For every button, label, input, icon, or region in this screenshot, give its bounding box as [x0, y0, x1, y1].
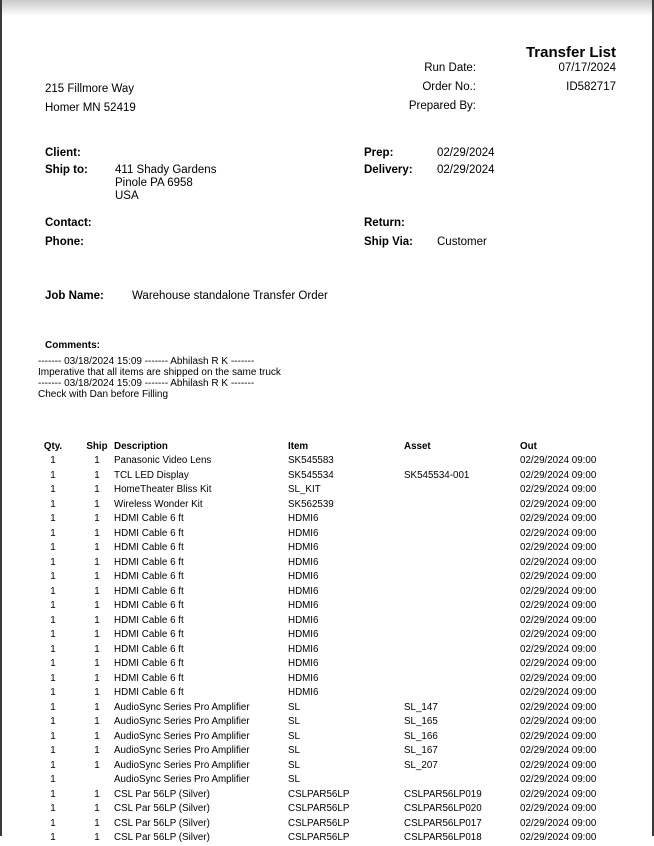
table-row [2, 788, 652, 803]
cell-item: CSLPAR56LP [288, 817, 350, 829]
cell-out: 02/29/2024 09:00 [520, 730, 597, 742]
company-address [45, 80, 136, 118]
cell-asset: SL_147 [404, 701, 438, 713]
cell-item: SK545583 [288, 455, 334, 466]
cell-description: AudioSync Series Pro Amplifier [114, 774, 250, 785]
cell-asset: SL_166 [404, 730, 438, 742]
comments-label: Comments: [45, 340, 101, 351]
cell-qty: 1 [50, 658, 56, 669]
cell-description: HDMI Cable 6 ft [114, 629, 184, 640]
cell-out: 02/29/2024 09:00 [520, 556, 597, 568]
cell-asset: SL_167 [404, 745, 438, 756]
cell-qty: 1 [50, 774, 56, 785]
cell-ship: 1 [94, 542, 100, 553]
table-row [2, 686, 652, 701]
cell-out: 02/29/2024 09:00 [520, 614, 597, 626]
comments-block [38, 356, 281, 400]
table-row [2, 701, 652, 716]
cell-description: HDMI Cable 6 ft [114, 542, 184, 553]
cell-out: 02/29/2024 09:00 [520, 759, 597, 771]
cell-description: HDMI Cable 6 ft [114, 556, 184, 568]
cell-item: HDMI6 [288, 658, 319, 669]
job-name-value: Warehouse standalone Transfer Order [132, 290, 328, 302]
cell-item: SL [288, 759, 300, 771]
table-row [2, 759, 652, 774]
table-row [2, 802, 652, 817]
cell-asset: SK545534-001 [404, 469, 470, 481]
cell-out: 02/29/2024 09:00 [520, 513, 597, 524]
cell-ship: 1 [94, 701, 100, 713]
cell-qty: 1 [50, 614, 56, 626]
cell-out: 02/29/2024 09:00 [520, 469, 597, 481]
cell-out: 02/29/2024 09:00 [520, 672, 597, 684]
cell-out: 02/29/2024 09:00 [520, 629, 597, 640]
cell-asset: CSLPAR56LP018 [404, 832, 482, 843]
cell-description: HDMI Cable 6 ft [114, 513, 184, 524]
cell-description: CSL Par 56LP (Silver) [114, 817, 210, 829]
table-row [2, 454, 652, 469]
cell-qty: 1 [50, 513, 56, 524]
cell-qty: 1 [50, 643, 56, 655]
ship-via-value: Customer [437, 236, 487, 248]
cell-out: 02/29/2024 09:00 [520, 542, 597, 553]
return-label: Return: [364, 217, 405, 229]
cell-out: 02/29/2024 09:00 [520, 687, 597, 698]
cell-qty: 1 [50, 527, 56, 539]
cell-ship: 1 [94, 759, 100, 771]
prepared-by-label: Prepared By: [408, 100, 476, 112]
cell-out: 02/29/2024 09:00 [520, 832, 597, 843]
delivery-label: Delivery: [364, 164, 413, 176]
table-row [2, 556, 652, 571]
col-header-qty: Qty. [43, 441, 63, 452]
cell-out: 02/29/2024 09:00 [520, 788, 597, 800]
cell-out: 02/29/2024 09:00 [520, 701, 597, 713]
cell-ship: 1 [94, 643, 100, 655]
cell-qty: 1 [50, 455, 56, 466]
cell-ship: 1 [94, 817, 100, 829]
cell-qty: 1 [50, 484, 56, 495]
delivery-value: 02/29/2024 [437, 164, 495, 176]
cell-ship: 1 [94, 527, 100, 539]
order-no-value: ID582717 [566, 81, 616, 93]
cell-out: 02/29/2024 09:00 [520, 817, 597, 829]
cell-item: HDMI6 [288, 585, 319, 597]
cell-description: Panasonic Video Lens [114, 455, 212, 466]
cell-description: HDMI Cable 6 ft [114, 672, 184, 684]
cell-description: HDMI Cable 6 ft [114, 687, 184, 698]
cell-ship: 1 [94, 585, 100, 597]
cell-qty: 1 [50, 585, 56, 597]
col-header-out: Out [520, 441, 537, 452]
table-row [2, 730, 652, 745]
company-address-line1: 215 Fillmore Way [45, 83, 135, 95]
cell-qty: 1 [50, 745, 56, 756]
cell-out: 02/29/2024 09:00 [520, 498, 597, 510]
cell-item: SL [288, 745, 300, 756]
cell-item: HDMI6 [288, 687, 319, 698]
cell-asset: CSLPAR56LP017 [404, 817, 482, 829]
cell-out: 02/29/2024 09:00 [520, 585, 597, 597]
cell-out: 02/29/2024 09:00 [520, 774, 597, 785]
cell-item: HDMI6 [288, 629, 319, 640]
cell-description: AudioSync Series Pro Amplifier [114, 730, 250, 742]
cell-item: CSLPAR56LP [288, 832, 350, 843]
col-header-item: Item [288, 441, 309, 452]
cell-description: HomeTheater Bliss Kit [114, 484, 212, 495]
cell-ship: 1 [94, 455, 100, 466]
cell-out: 02/29/2024 09:00 [520, 571, 597, 582]
cell-description: HDMI Cable 6 ft [114, 585, 184, 597]
cell-ship: 1 [94, 658, 100, 669]
table-row [2, 483, 652, 498]
cell-ship: 1 [94, 571, 100, 582]
table-row [2, 541, 652, 556]
table-row [2, 657, 652, 672]
cell-qty: 1 [50, 687, 56, 698]
client-label: Client: [45, 147, 81, 159]
table-row [2, 831, 652, 846]
cell-qty: 1 [50, 730, 56, 742]
run-date-value: 07/17/2024 [558, 62, 616, 74]
cell-qty: 1 [50, 571, 56, 582]
prepared-by-row [356, 100, 616, 119]
col-header-description: Description [114, 441, 168, 452]
cell-qty: 1 [50, 469, 56, 481]
table-row [2, 614, 652, 629]
cell-qty: 1 [50, 832, 56, 843]
cell-asset: SL_207 [404, 759, 438, 771]
comment-line: ------- 03/18/2024 15:09 ------- Abhilash R K ------- [38, 356, 255, 367]
cell-item: HDMI6 [288, 643, 319, 655]
company-address-line2: Homer MN 52419 [45, 102, 136, 114]
table-row [2, 628, 652, 643]
prep-value: 02/29/2024 [437, 147, 495, 159]
table-header [2, 440, 652, 455]
cell-asset: CSLPAR56LP019 [404, 788, 482, 800]
cell-description: CSL Par 56LP (Silver) [114, 803, 210, 814]
ship-to-label: Ship to: [45, 164, 88, 176]
cell-qty: 1 [50, 803, 56, 814]
table-row [2, 585, 652, 600]
cell-qty: 1 [50, 600, 56, 611]
ship-to-line3: USA [115, 190, 139, 202]
cell-qty: 1 [50, 759, 56, 771]
cell-description: HDMI Cable 6 ft [114, 643, 184, 655]
cell-description: AudioSync Series Pro Amplifier [114, 745, 250, 756]
cell-ship: 1 [94, 745, 100, 756]
comment-line: ------- 03/18/2024 15:09 ------- Abhilash R K ------- [38, 378, 255, 389]
cell-description: CSL Par 56LP (Silver) [114, 788, 210, 800]
cell-ship: 1 [94, 788, 100, 800]
cell-item: HDMI6 [288, 571, 319, 582]
cell-item: SL [288, 730, 300, 742]
table-row [2, 498, 652, 513]
table-row [2, 715, 652, 730]
cell-description: HDMI Cable 6 ft [114, 600, 184, 611]
cell-item: HDMI6 [288, 600, 319, 611]
cell-ship: 1 [94, 513, 100, 524]
cell-qty: 1 [50, 556, 56, 568]
cell-item: CSLPAR56LP [288, 788, 350, 800]
cell-item: SL_KIT [288, 484, 321, 495]
cell-asset: CSLPAR56LP020 [404, 803, 482, 814]
order-no-label: Order No.: [422, 81, 476, 93]
ship-to-line1: 411 Shady Gardens [115, 164, 217, 176]
table-row [2, 527, 652, 542]
cell-ship: 1 [94, 730, 100, 742]
table-row [2, 512, 652, 527]
cell-qty: 1 [50, 701, 56, 713]
phone-label: Phone: [45, 236, 84, 248]
cell-description: AudioSync Series Pro Amplifier [114, 716, 250, 727]
cell-ship: 1 [94, 803, 100, 814]
order-no-row [356, 81, 616, 100]
cell-item: SL [288, 716, 300, 727]
cell-item: SL [288, 774, 300, 785]
cell-item: SL [288, 701, 300, 713]
cell-description: HDMI Cable 6 ft [114, 527, 184, 539]
cell-item: SK545534 [288, 469, 334, 481]
cell-out: 02/29/2024 09:00 [520, 643, 597, 655]
cell-item: SK562539 [288, 498, 334, 510]
col-header-asset: Asset [404, 441, 431, 452]
cell-description: CSL Par 56LP (Silver) [114, 832, 210, 843]
ship-to-line2: Pinole PA 6958 [115, 177, 193, 189]
table-row [2, 672, 652, 687]
cell-qty: 1 [50, 629, 56, 640]
comment-line: Check with Dan before Filling [38, 389, 169, 400]
page-title: Transfer List [525, 44, 616, 61]
cell-item: HDMI6 [288, 513, 319, 524]
cell-ship: 1 [94, 672, 100, 684]
cell-out: 02/29/2024 09:00 [520, 455, 597, 466]
cell-item: CSLPAR56LP [288, 803, 350, 814]
cell-out: 02/29/2024 09:00 [520, 745, 597, 756]
cell-qty: 1 [50, 672, 56, 684]
table-row [2, 643, 652, 658]
cell-description: TCL LED Display [114, 469, 189, 481]
ship-to-address [115, 164, 216, 203]
cell-item: HDMI6 [288, 614, 319, 626]
table-row [2, 599, 652, 614]
comment-line: Imperative that all items are shipped on the same truck [38, 367, 281, 378]
cell-qty: 1 [50, 716, 56, 727]
job-name-label: Job Name: [45, 290, 104, 302]
table-row [2, 744, 652, 759]
cell-ship: 1 [94, 614, 100, 626]
cell-description: HDMI Cable 6 ft [114, 614, 184, 626]
cell-ship: 1 [94, 716, 100, 727]
contact-label: Contact: [45, 217, 92, 229]
cell-out: 02/29/2024 09:00 [520, 803, 597, 814]
table-row [2, 817, 652, 832]
cell-ship: 1 [94, 498, 100, 510]
cell-description: HDMI Cable 6 ft [114, 658, 184, 669]
cell-out: 02/29/2024 09:00 [520, 716, 597, 727]
cell-out: 02/29/2024 09:00 [520, 484, 597, 495]
cell-ship: 1 [94, 832, 100, 843]
cell-out: 02/29/2024 09:00 [520, 600, 597, 611]
cell-item: HDMI6 [288, 672, 319, 684]
items-table [2, 454, 652, 846]
run-date-row [356, 62, 616, 81]
run-date-label: Run Date: [424, 62, 476, 74]
cell-qty: 1 [50, 817, 56, 829]
table-row [2, 773, 652, 788]
cell-item: HDMI6 [288, 527, 319, 539]
table-row [2, 570, 652, 585]
cell-qty: 1 [50, 788, 56, 800]
table-row [2, 469, 652, 484]
cell-description: Wireless Wonder Kit [114, 498, 203, 510]
cell-ship: 1 [94, 556, 100, 568]
cell-ship: 1 [94, 469, 100, 481]
cell-description: AudioSync Series Pro Amplifier [114, 759, 250, 771]
cell-description: AudioSync Series Pro Amplifier [114, 701, 250, 713]
cell-item: HDMI6 [288, 556, 319, 568]
cell-description: HDMI Cable 6 ft [114, 571, 184, 582]
header-fields [356, 62, 616, 119]
prep-label: Prep: [364, 147, 394, 159]
cell-asset: SL_165 [404, 716, 438, 727]
col-header-ship: Ship [86, 441, 108, 452]
cell-ship: 1 [94, 629, 100, 640]
page-top-shadow [2, 0, 652, 16]
cell-qty: 1 [50, 542, 56, 553]
cell-ship: 1 [94, 484, 100, 495]
cell-ship: 1 [94, 600, 100, 611]
cell-ship: 1 [94, 687, 100, 698]
ship-via-label: Ship Via: [364, 236, 413, 248]
cell-qty: 1 [50, 498, 56, 510]
cell-item: HDMI6 [288, 542, 319, 553]
prepared-by-value [476, 100, 616, 119]
cell-out: 02/29/2024 09:00 [520, 527, 597, 539]
cell-out: 02/29/2024 09:00 [520, 658, 597, 669]
